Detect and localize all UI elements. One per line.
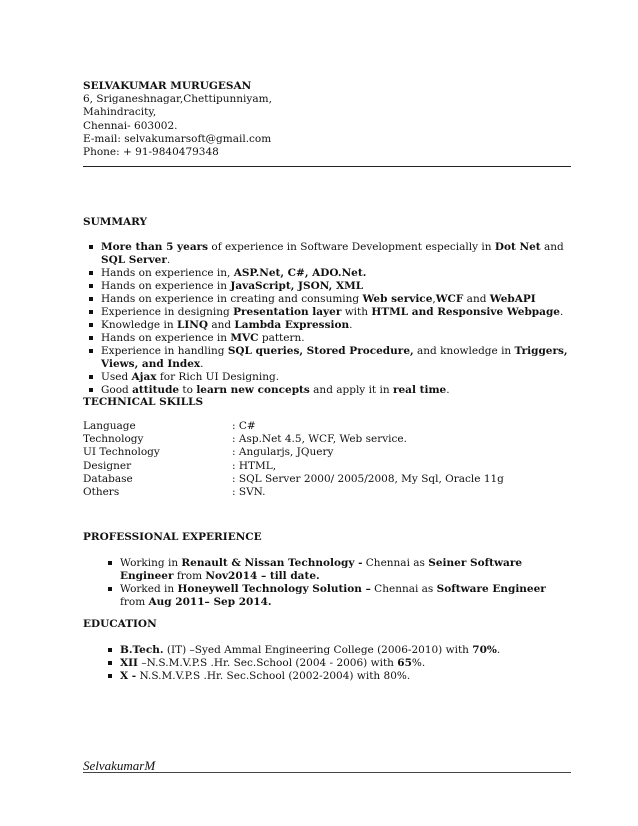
bold-text: XII: [120, 657, 138, 669]
address-line-1: 6, Sriganeshnagar,Chettipunniyam,: [83, 93, 272, 106]
bold-text: ASP.Net, C#, ADO.Net.: [233, 267, 367, 279]
list-item: [84, 241, 574, 267]
text-run: Hands on experience in,: [101, 267, 234, 279]
text-run: N.S.M.V.P.S .Hr. Sec.School (2002-2004) with 80%.: [136, 670, 411, 682]
bold-text: learn new concepts: [196, 384, 310, 396]
skill-row: [83, 486, 563, 499]
text-run: .: [349, 319, 353, 331]
bold-text: WCF: [435, 293, 464, 305]
skill-value: : Asp.Net 4.5, WCF, Web service.: [232, 433, 407, 446]
list-item: [84, 319, 574, 332]
bold-text: Lambda Expression: [234, 319, 350, 331]
text-run: Hands on experience in: [101, 332, 231, 344]
list-item: [84, 332, 574, 345]
list-item: [103, 644, 573, 657]
skill-row: [83, 420, 563, 433]
footer-divider: [83, 772, 571, 773]
bold-text: 65: [397, 657, 412, 669]
text-run: Hands on experience in: [101, 280, 231, 292]
bold-text: Seiner Software Engineer: [120, 557, 523, 582]
list-item: [103, 557, 573, 583]
text-run: .: [496, 644, 501, 656]
skill-label: UI Technology: [83, 446, 160, 459]
text-run: Chennai as: [370, 583, 437, 595]
skill-label: Technology: [83, 433, 144, 446]
bold-text: Dot Net: [494, 241, 541, 253]
list-item: [103, 657, 573, 670]
list-item: [84, 267, 574, 280]
bold-text: Software Engineer: [436, 583, 546, 595]
list-item: [84, 306, 574, 319]
text-run: Worked in: [120, 583, 178, 595]
bold-text: MVC: [230, 332, 259, 344]
experience-list: [103, 557, 573, 609]
footer-signature: SelvakumarM: [83, 758, 156, 773]
bold-text: B.Tech.: [120, 644, 164, 656]
skill-label: Others: [83, 486, 120, 499]
bold-text: Aug 2011– Sep 2014.: [148, 596, 272, 608]
text-run: from: [120, 596, 149, 608]
professional-experience-heading: PROFESSIONAL EXPERIENCE: [83, 531, 262, 543]
text-run: and: [540, 241, 564, 253]
text-run: and knowledge in: [413, 345, 515, 357]
list-item: [84, 371, 574, 384]
phone-line: Phone: + 91-9840479348: [83, 146, 219, 159]
skill-label: Database: [83, 472, 133, 485]
list-item: [103, 670, 573, 683]
bold-text: More than 5 years: [101, 241, 209, 253]
bold-text: SQL queries, Stored Procedure,: [227, 345, 414, 357]
bold-text: JavaScript, JSON, XML: [230, 280, 364, 292]
text-run: .: [166, 254, 171, 266]
candidate-name: SELVAKUMAR MURUGESAN: [83, 80, 252, 92]
education-list: [103, 644, 573, 683]
address-line-2: Mahindracity,: [83, 106, 157, 119]
text-run: and: [463, 293, 490, 305]
technical-skills-heading: TECHNICAL SKILLS: [83, 396, 204, 408]
summary-list: [84, 241, 574, 397]
list-item: [84, 280, 574, 293]
education-heading: EDUCATION: [83, 618, 157, 630]
list-item: [84, 345, 574, 371]
skill-value: : SQL Server 2000/ 2005/2008, My Sql, Oracle 11g: [232, 472, 504, 485]
header-divider: [83, 166, 571, 167]
text-run: .: [446, 384, 450, 396]
text-run: of experience in Software Development especially in: [208, 241, 495, 253]
text-run: ,: [432, 293, 436, 305]
skill-row: [83, 460, 563, 473]
skill-row: [83, 433, 563, 446]
text-run: and: [208, 319, 235, 331]
text-run: –N.S.M.V.P.S .Hr. Sec.School (2004 - 2006) with: [137, 657, 398, 669]
bold-text: X -: [120, 670, 137, 682]
text-run: from: [173, 570, 206, 582]
contact-block: [83, 80, 272, 159]
bold-text: Presentation layer: [233, 306, 342, 318]
bold-text: Triggers, Views, and Index: [101, 345, 568, 370]
text-run: .: [200, 358, 204, 370]
skill-label: Designer: [83, 459, 132, 472]
text-run: to: [179, 384, 197, 396]
skill-value: : C#: [232, 420, 256, 432]
skill-row: [83, 446, 563, 459]
skill-value: : HTML,: [232, 459, 277, 472]
text-run: Chennai as: [362, 557, 429, 569]
text-run: Experience in handling: [101, 345, 228, 357]
bold-text: Honeywell Technology Solution –: [177, 583, 371, 595]
skill-value: : SVN.: [232, 486, 266, 499]
summary-heading: SUMMARY: [83, 216, 148, 228]
text-run: .: [559, 306, 564, 318]
text-run: (IT) –Syed Ammal Engineering College (2006-2010) with: [163, 644, 473, 656]
bold-text: real time: [392, 384, 447, 396]
address-line-3: Chennai- 603002.: [83, 119, 178, 132]
text-run: pattern.: [258, 332, 305, 344]
text-run: Experience in designing: [101, 306, 234, 318]
bold-text: LINQ: [176, 319, 208, 331]
text-run: and apply it in: [309, 384, 393, 396]
text-run: Good: [101, 384, 133, 396]
bold-text: attitude: [132, 384, 180, 396]
skill-value: : Angularjs, JQuery: [232, 446, 334, 459]
text-run: Used: [101, 371, 132, 383]
bold-text: Renault & Nissan Technology -: [181, 557, 363, 569]
list-item: [84, 293, 574, 306]
text-run: %.: [411, 657, 426, 669]
technical-skills-table: [83, 420, 563, 499]
list-item: [103, 583, 573, 609]
bold-text: SQL Server: [101, 254, 167, 266]
skill-label: Language: [83, 420, 136, 432]
email-line: E-mail: selvakumarsoft@gmail.com: [83, 132, 272, 145]
text-run: Hands on experience in creating and consuming: [101, 293, 363, 305]
text-run: for Rich UI Designing.: [156, 371, 280, 383]
bold-text: 70%: [472, 644, 497, 656]
bold-text: HTML and Responsive Webpage: [371, 306, 560, 318]
text-run: with: [341, 306, 372, 318]
bold-text: WebAPI: [489, 293, 536, 305]
bold-text: Web service: [362, 293, 433, 305]
skill-row: [83, 473, 563, 486]
text-run: Working in: [120, 557, 182, 569]
bold-text: Ajax: [131, 371, 157, 383]
text-run: Knowledge in: [101, 319, 177, 331]
bold-text: Nov2014 – till date.: [205, 570, 320, 582]
